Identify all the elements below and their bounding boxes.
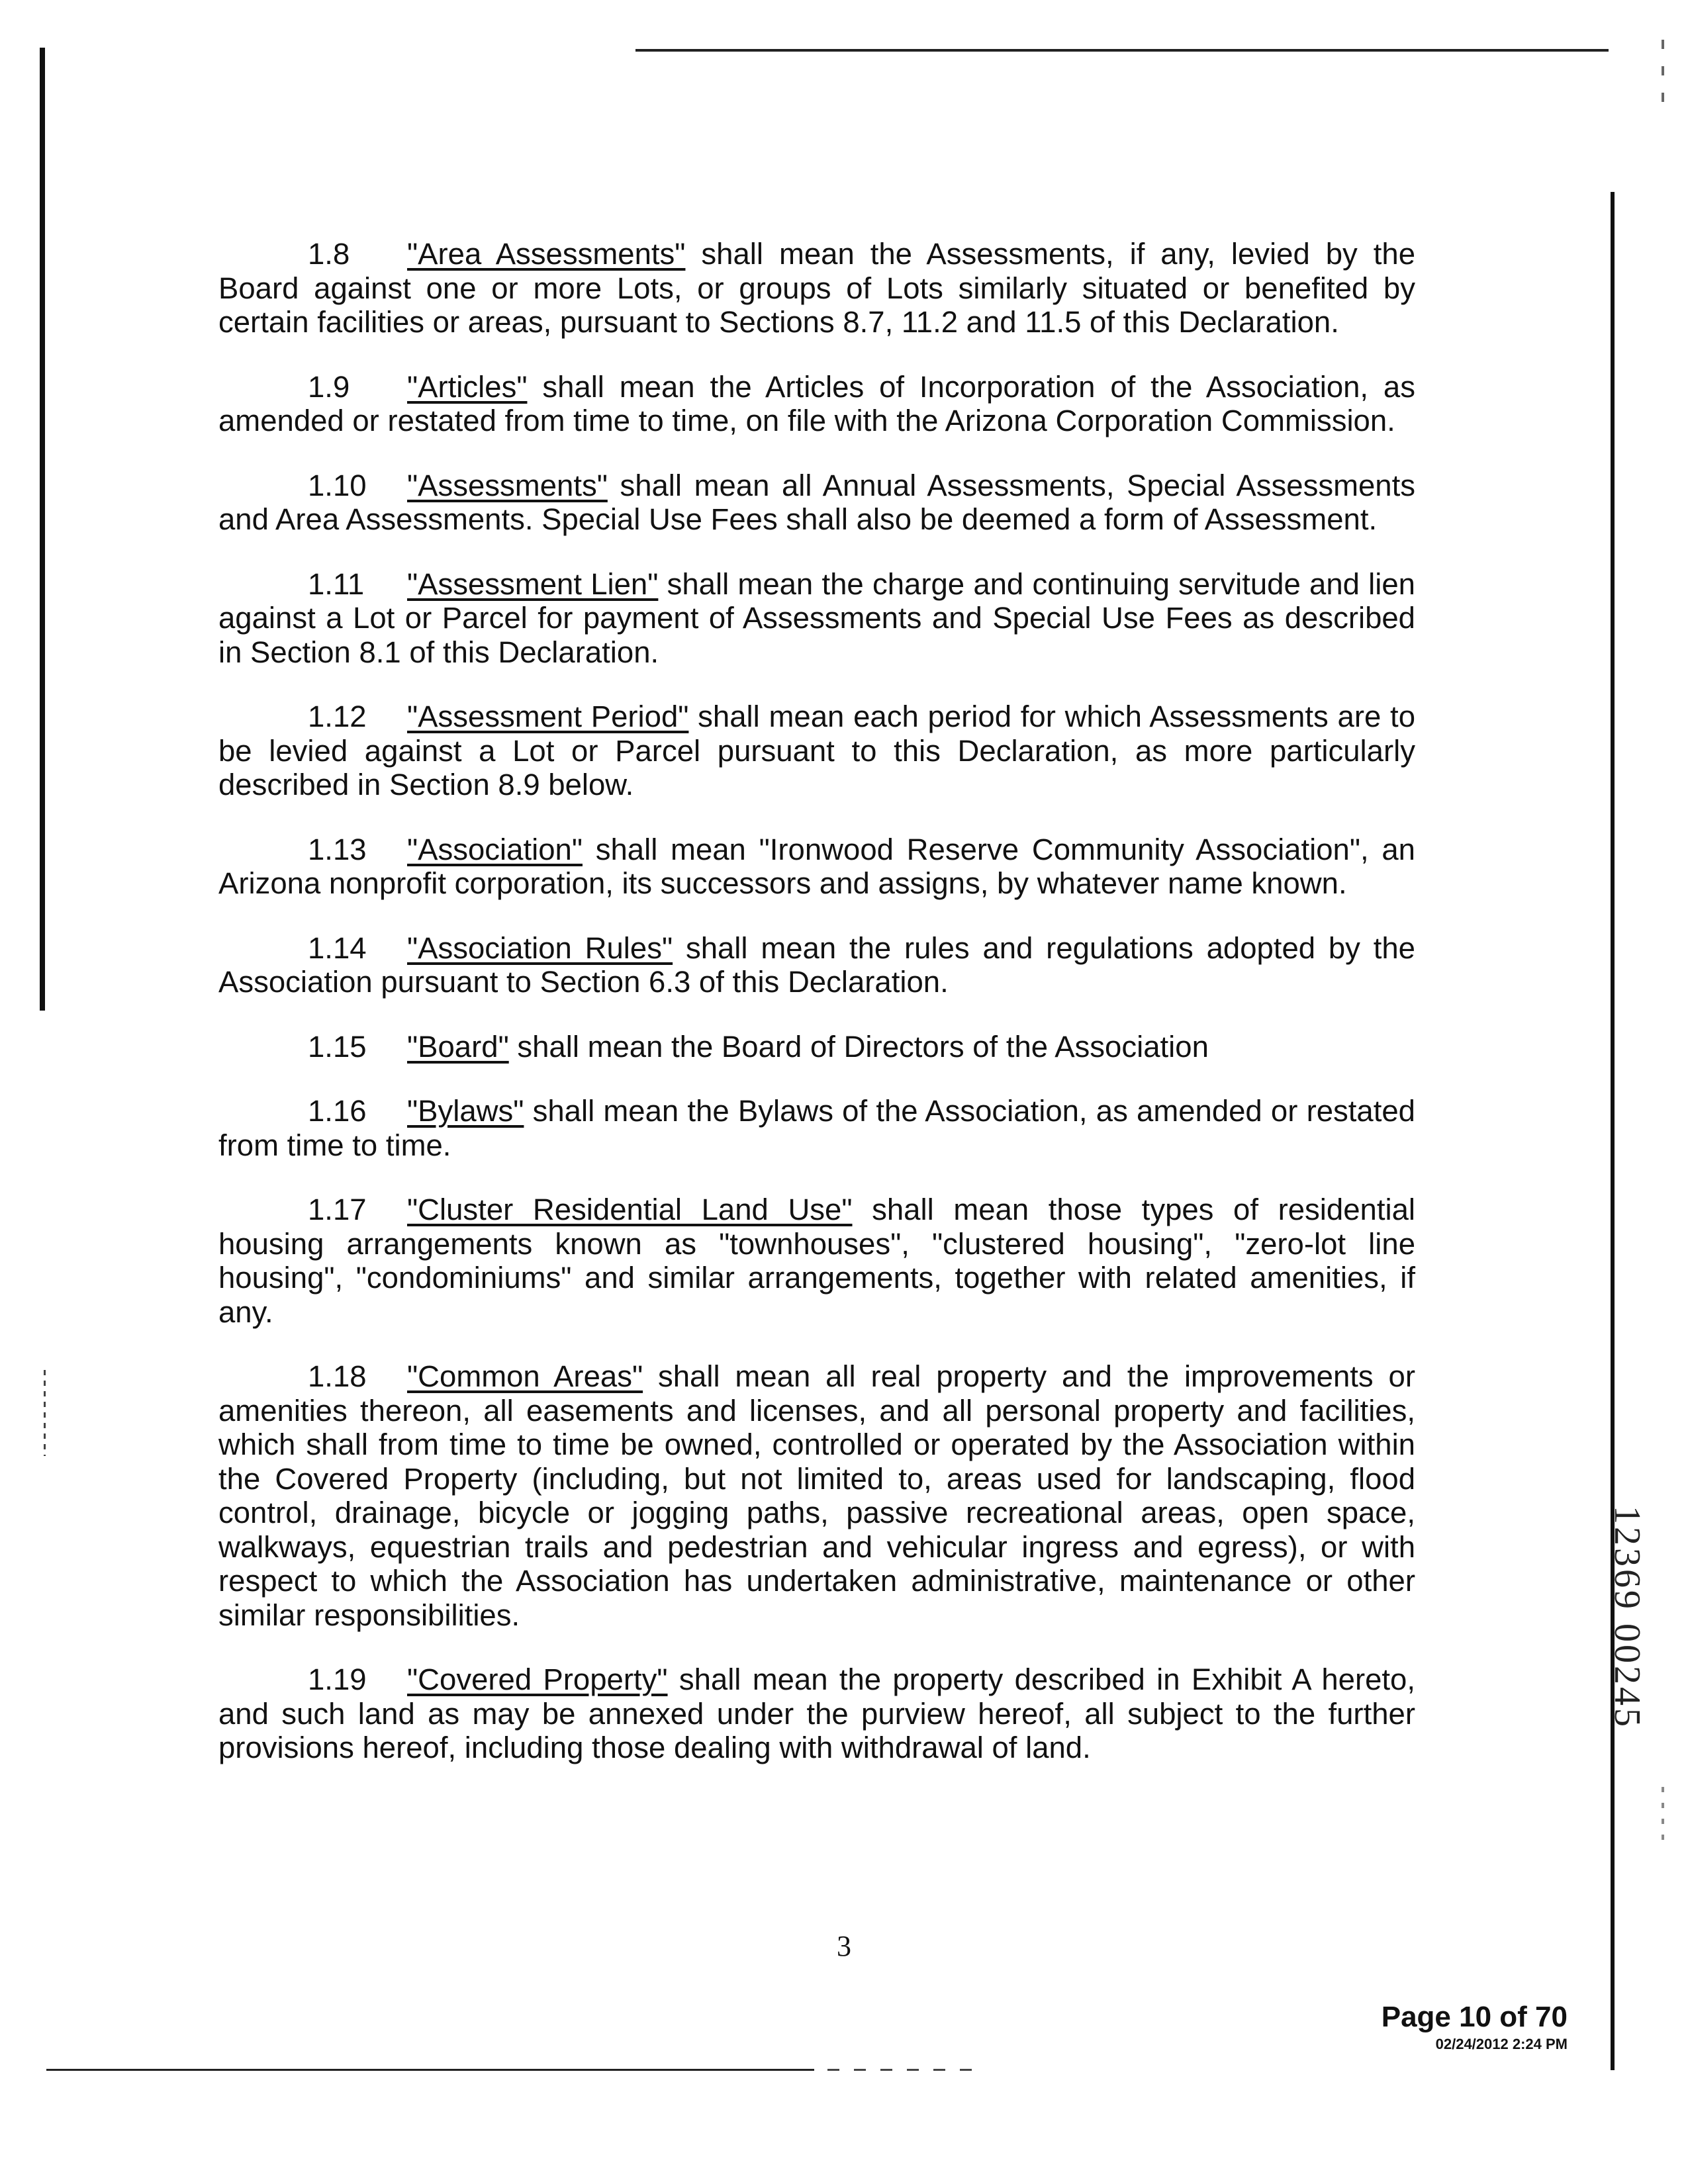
right-scan-ticks [1662, 40, 1664, 119]
definition-text: shall mean the Board of Directors of the Association [508, 1029, 1209, 1064]
defined-term: "Common Areas" [407, 1359, 643, 1393]
definition-text: shall mean the Assessments, if any, levied by the Board against one or more Lots, or groups of Lots similarly situated or benefited by certain facilities or areas, pursuant to Sections 8.7, 11.2 and 11.5 of this Declaration. [218, 237, 1416, 339]
left-scan-dots [44, 1370, 46, 1456]
footer-page-label: Page 10 of 70 [1381, 2001, 1568, 2033]
defined-term: "Articles" [407, 369, 528, 404]
document-body [218, 237, 1415, 1796]
defined-term: "Bylaws" [407, 1094, 524, 1128]
section-number: 1.16 [308, 1094, 367, 1128]
definition-paragraph [218, 370, 1415, 438]
definition-text: shall mean "Ironwood Reserve Community Association", an Arizona nonprofit corporation, its successors and assigns, by whatever name known. [218, 832, 1415, 900]
section-number: 1.10 [308, 468, 367, 502]
definition-text: shall mean all real property and the improvements or amenities thereon, all easements and licenses, and all personal property and facilities, which shall from time to time be owned, controlled or operated by the Association within the Covered Property (including, but not limited to, areas used for landscaping, flood control, drainage, bicycle or jogging paths, passive recreational areas, open space, walkways, equestrian trails and pedestrian and vehicular ingress and egress), or with respect to which the Association has undertaken administrative, maintenance or other similar responsibilities. [218, 1359, 1416, 1632]
footer-date: 02/24/2012 2:24 PM [1435, 2036, 1568, 2052]
definition-paragraph [218, 1359, 1415, 1632]
section-number: 1.13 [308, 832, 367, 866]
definition-paragraph [218, 1193, 1415, 1329]
definition-paragraph [218, 237, 1415, 340]
definition-paragraph [218, 833, 1415, 901]
defined-term: "Association Rules" [407, 931, 673, 965]
page-number: 3 [837, 1930, 851, 1962]
definition-text: shall mean all Annual Assessments, Special Assessments and Area Assessments. Special Use Fees shall also be deemed a form of Assessment. [218, 468, 1415, 536]
section-number: 1.9 [308, 369, 350, 404]
definition-paragraph [218, 1662, 1415, 1765]
definition-text: shall mean each period for which Assessments are to be levied against a Lot or Parcel pursuant to this Declaration, as more particularly described in Section 8.9 below. [218, 700, 1415, 801]
defined-term: "Board" [407, 1029, 509, 1064]
definition-text: shall mean the property described in Exhibit A hereto, and such land as may be annexed under the purview hereof, all subject to the further provisions hereof, including those dealing with withdrawal of land. [218, 1662, 1415, 1764]
definition-text: shall mean those types of residential housing arrangements known as "townhouses", "clustered housing", "zero-lot line housing", "condominiums" and similar arrangements, together with related amenities, if any. [218, 1193, 1415, 1329]
definition-text: shall mean the rules and regulations adopted by the Association pursuant to Section 6.3 of this Declaration. [218, 931, 1415, 999]
section-number: 1.8 [308, 237, 350, 271]
definition-paragraph [218, 931, 1415, 999]
bottom-dashes [827, 2069, 986, 2071]
section-number: 1.14 [308, 931, 367, 965]
defined-term: "Association" [407, 832, 583, 866]
left-scan-edge [40, 48, 45, 1011]
right-scan-edge [1611, 192, 1615, 2070]
right-scan-ticks-lower [1662, 1787, 1664, 1840]
definition-paragraph [218, 700, 1415, 802]
definition-paragraph [218, 567, 1415, 670]
definition-text: shall mean the Bylaws of the Association, as amended or restated from time to time. [218, 1094, 1415, 1162]
defined-term: "Covered Property" [407, 1662, 668, 1696]
defined-term: "Area Assessments" [407, 237, 686, 271]
section-number: 1.17 [308, 1193, 367, 1226]
definition-paragraph [218, 469, 1415, 537]
definition-text: shall mean the Articles of Incorporation of the Association, as amended or restated from time to time, on file with the Arizona Corporation Commission. [218, 369, 1415, 437]
section-number: 1.11 [308, 567, 365, 601]
recording-stamp: 12369 00245 [1607, 1506, 1648, 1729]
top-rule [635, 49, 1609, 52]
bottom-rule [46, 2069, 814, 2071]
section-number: 1.19 [308, 1662, 367, 1696]
defined-term: "Assessments" [407, 468, 608, 502]
section-number: 1.18 [308, 1359, 367, 1393]
section-number: 1.15 [308, 1029, 367, 1064]
defined-term: "Assessment Period" [407, 700, 689, 733]
defined-term: "Assessment Lien" [407, 567, 659, 601]
definition-paragraph [218, 1030, 1415, 1064]
definition-paragraph [218, 1094, 1415, 1162]
definition-text: shall mean the charge and continuing servitude and lien against a Lot or Parcel for payment of Assessments and Special Use Fees as described in Section 8.1 of this Declaration. [218, 567, 1415, 669]
defined-term: "Cluster Residential Land Use" [407, 1193, 853, 1226]
section-number: 1.12 [308, 700, 367, 733]
